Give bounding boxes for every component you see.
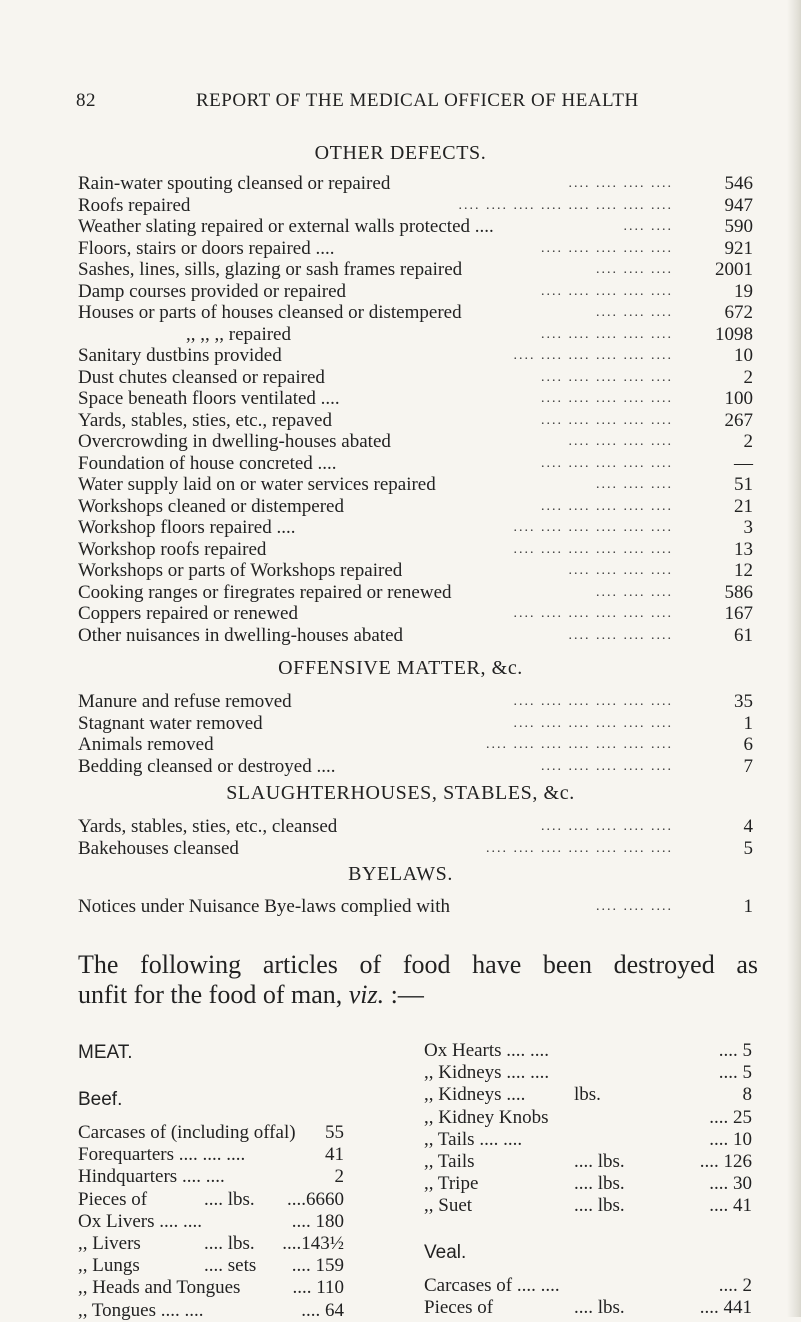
table-row bbox=[78, 713, 753, 735]
row-label: Other nuisances in dwelling-houses abated bbox=[78, 624, 404, 646]
row-label: Bakehouses cleansed bbox=[78, 837, 239, 859]
leader-dots: .... .... .... .... .... .... bbox=[513, 715, 673, 731]
row-label: Space beneath floors ventilated .... bbox=[78, 388, 340, 409]
leader-dots: .... .... .... bbox=[596, 477, 673, 492]
item-label: ,, Lungs bbox=[78, 1255, 140, 1277]
row-label: Yards, stables, sties, etc., repaved bbox=[78, 409, 332, 431]
item-value: .... 441 bbox=[699, 1296, 752, 1318]
row-value: 267 bbox=[724, 409, 753, 431]
item-label: ,, Kidneys .... .... bbox=[424, 1062, 550, 1084]
row-value: 7 bbox=[743, 755, 753, 777]
row-label: Foundation of house concreted .... bbox=[78, 452, 337, 474]
section-heading-other-defects: OTHER DEFECTS. bbox=[314, 142, 487, 164]
row-value: 2001 bbox=[715, 259, 753, 280]
item-unit: .... lbs. bbox=[204, 1188, 255, 1210]
row-label: Workshops cleaned or distempered bbox=[78, 495, 344, 517]
list-item bbox=[78, 1144, 344, 1166]
row-value: 1 bbox=[743, 896, 753, 917]
row-label: Workshop floors repaired .... bbox=[78, 517, 296, 538]
item-unit: lbs. bbox=[574, 1084, 601, 1106]
item-unit: .... lbs. bbox=[574, 1173, 625, 1195]
item-value: .... 2 bbox=[718, 1274, 752, 1296]
leader-dots: .... .... .... .... .... .... .... bbox=[486, 737, 673, 752]
row-value: 590 bbox=[724, 216, 753, 237]
section-heading-byelaws: BYELAWS. bbox=[348, 863, 453, 885]
table-row bbox=[78, 345, 753, 367]
table-row bbox=[78, 816, 753, 838]
leader-dots: .... .... .... .... bbox=[568, 563, 673, 578]
row-label: Houses or parts of houses cleansed or distempered bbox=[78, 302, 462, 323]
item-value: .... 30 bbox=[709, 1173, 752, 1195]
leader-dots: .... .... .... bbox=[596, 584, 673, 600]
row-label: Bedding cleansed or destroyed .... bbox=[78, 755, 336, 777]
list-item bbox=[424, 1062, 752, 1084]
other-defects-list bbox=[78, 173, 753, 646]
list-item bbox=[424, 1173, 752, 1195]
row-value: 672 bbox=[724, 302, 753, 323]
row-label: Dust chutes cleansed or repaired bbox=[78, 366, 325, 388]
food-destroyed-intro bbox=[78, 950, 758, 1010]
item-label: ,, Tails .... .... bbox=[424, 1128, 523, 1150]
item-value: .... 159 bbox=[291, 1255, 344, 1277]
leader-dots: .... .... bbox=[623, 219, 673, 234]
meat-heading: MEAT. bbox=[78, 1042, 133, 1063]
offal-column bbox=[424, 1040, 752, 1319]
row-label: Rain-water spouting cleansed or repaired bbox=[78, 173, 391, 194]
item-label: ,, Kidneys .... bbox=[424, 1084, 526, 1106]
list-item bbox=[424, 1040, 752, 1062]
item-value: .... 5 bbox=[718, 1040, 752, 1061]
row-label: Manure and refuse removed bbox=[78, 691, 292, 712]
row-value: 10 bbox=[734, 345, 753, 366]
item-label: Carcases of (including offal) bbox=[78, 1122, 296, 1143]
running-title: REPORT OF THE MEDICAL OFFICER OF HEALTH bbox=[196, 90, 639, 111]
item-label: Ox Livers .... .... bbox=[78, 1210, 203, 1232]
row-value: 19 bbox=[734, 280, 753, 302]
list-item bbox=[78, 1122, 344, 1144]
item-unit: .... lbs. bbox=[574, 1296, 625, 1318]
list-item bbox=[78, 1166, 344, 1188]
table-row bbox=[78, 838, 753, 860]
table-row bbox=[78, 302, 753, 324]
item-label: Pieces of bbox=[424, 1296, 494, 1318]
row-label: Cooking ranges or firegrates repaired or renewed bbox=[78, 581, 452, 603]
row-label: Sashes, lines, sills, glazing or sash frames repaired bbox=[78, 259, 463, 280]
list-item bbox=[78, 1211, 344, 1233]
table-row bbox=[78, 517, 753, 539]
veal-list bbox=[424, 1275, 752, 1319]
table-row bbox=[78, 238, 753, 260]
leader-dots: .... .... .... .... .... bbox=[541, 498, 673, 514]
intro-line-1: The following articles of food have been destroyed as bbox=[78, 950, 758, 979]
table-row bbox=[78, 496, 753, 518]
table-row bbox=[78, 195, 753, 217]
slaughterhouses-list bbox=[78, 816, 753, 859]
item-unit: .... lbs. bbox=[574, 1195, 625, 1217]
item-label: ,, Tripe bbox=[424, 1173, 479, 1195]
table-row bbox=[78, 216, 753, 238]
veal-heading: Veal. bbox=[424, 1241, 467, 1263]
leader-dots: .... .... .... bbox=[596, 262, 673, 277]
table-row bbox=[78, 756, 753, 778]
row-label: Damp courses provided or repaired bbox=[78, 280, 347, 302]
item-label: Ox Hearts .... .... bbox=[424, 1040, 550, 1061]
leader-dots: .... .... .... bbox=[596, 899, 673, 914]
leader-dots: .... .... .... .... bbox=[568, 176, 673, 191]
row-label: Notices under Nuisance Bye-laws complied with bbox=[78, 896, 450, 917]
list-item bbox=[424, 1195, 752, 1217]
row-label: Overcrowding in dwelling-houses abated bbox=[78, 431, 391, 452]
item-value: 41 bbox=[325, 1144, 344, 1166]
table-row bbox=[78, 431, 753, 453]
row-value: 1 bbox=[743, 712, 753, 734]
row-value: 51 bbox=[734, 474, 753, 495]
leader-dots: .... .... .... .... .... bbox=[541, 412, 673, 428]
table-row bbox=[78, 173, 753, 195]
meat-column bbox=[78, 1040, 344, 1322]
offensive-matter-list bbox=[78, 691, 753, 777]
leader-dots: .... .... .... .... .... bbox=[541, 283, 673, 299]
section-heading-offensive-matter: OFFENSIVE MATTER, &c. bbox=[278, 657, 523, 679]
list-item bbox=[424, 1151, 752, 1173]
row-value: 546 bbox=[724, 173, 753, 194]
table-row bbox=[78, 896, 753, 918]
table-row bbox=[78, 367, 753, 389]
leader-dots: .... .... .... bbox=[596, 305, 673, 320]
row-value: 1098 bbox=[715, 323, 753, 345]
row-value: 4 bbox=[743, 816, 753, 837]
row-value: 61 bbox=[734, 624, 753, 646]
row-label: Floors, stairs or doors repaired .... bbox=[78, 237, 335, 259]
table-row bbox=[78, 453, 753, 475]
table-row bbox=[78, 324, 753, 346]
list-item bbox=[424, 1275, 752, 1297]
row-value: 947 bbox=[724, 194, 753, 216]
table-row bbox=[78, 474, 753, 496]
row-value: 2 bbox=[743, 366, 753, 388]
row-label: Coppers repaired or renewed bbox=[78, 603, 298, 624]
table-row bbox=[78, 734, 753, 756]
item-label: Hindquarters .... .... bbox=[78, 1166, 225, 1188]
row-label: Water supply laid on or water services repaired bbox=[78, 474, 436, 495]
table-row bbox=[78, 625, 753, 647]
leader-dots: .... .... .... .... .... bbox=[541, 326, 673, 342]
row-label: Stagnant water removed bbox=[78, 712, 263, 734]
page-number: 82 bbox=[76, 90, 96, 111]
row-label: Workshop roofs repaired bbox=[78, 538, 267, 560]
item-label: Forequarters .... .... .... bbox=[78, 1144, 246, 1166]
list-item bbox=[78, 1233, 344, 1255]
table-row bbox=[78, 560, 753, 582]
table-row bbox=[78, 539, 753, 561]
row-label: Weather slating repaired or external walls protected .... bbox=[78, 216, 494, 237]
item-value: .... 64 bbox=[301, 1299, 344, 1321]
item-value: ....6660 bbox=[287, 1188, 344, 1210]
row-value: 35 bbox=[734, 691, 753, 712]
table-row bbox=[78, 281, 753, 303]
item-label: ,, Heads and Tongues bbox=[78, 1277, 241, 1299]
item-value: .... 110 bbox=[292, 1277, 344, 1299]
leader-dots: .... .... .... .... .... .... bbox=[513, 541, 673, 557]
row-value: 921 bbox=[724, 237, 753, 259]
item-label: Pieces of bbox=[78, 1188, 148, 1210]
list-item bbox=[424, 1107, 752, 1129]
list-item bbox=[78, 1189, 344, 1211]
item-label: ,, Suet bbox=[424, 1195, 473, 1217]
item-value: 55 bbox=[325, 1122, 344, 1143]
ox-offal-list bbox=[424, 1040, 752, 1218]
row-value: 6 bbox=[743, 734, 753, 755]
row-label: Sanitary dustbins provided bbox=[78, 345, 282, 366]
item-value: 8 bbox=[742, 1084, 752, 1106]
leader-dots: .... .... .... .... .... .... .... .... bbox=[458, 197, 673, 213]
item-unit: .... sets bbox=[204, 1255, 257, 1277]
row-label: Yards, stables, sties, etc., cleansed bbox=[78, 816, 338, 837]
item-value: 2 bbox=[334, 1166, 344, 1188]
item-value: .... 180 bbox=[291, 1210, 344, 1232]
row-value: 13 bbox=[734, 538, 753, 560]
row-label: Roofs repaired bbox=[78, 194, 191, 216]
leader-dots: .... .... .... .... .... bbox=[541, 758, 673, 774]
item-label: ,, Kidney Knobs bbox=[424, 1106, 549, 1128]
leader-dots: .... .... .... .... bbox=[568, 434, 673, 449]
leader-dots: .... .... .... .... .... .... bbox=[513, 694, 673, 709]
beef-list bbox=[78, 1122, 344, 1322]
leader-dots: .... .... .... .... .... bbox=[541, 240, 673, 256]
leader-dots: .... .... .... .... .... .... bbox=[513, 520, 673, 535]
leader-dots: .... .... .... .... .... .... .... bbox=[486, 840, 673, 856]
row-value: 586 bbox=[724, 581, 753, 603]
item-label: ,, Tongues .... .... bbox=[78, 1299, 204, 1321]
section-heading-slaughterhouses: SLAUGHTERHOUSES, STABLES, &c. bbox=[226, 782, 575, 804]
table-row bbox=[78, 388, 753, 410]
row-label: Animals removed bbox=[78, 734, 214, 755]
item-label: Carcases of .... .... bbox=[424, 1274, 560, 1296]
leader-dots: .... .... .... .... .... bbox=[541, 819, 673, 834]
row-value: 100 bbox=[724, 388, 753, 409]
table-row bbox=[78, 603, 753, 625]
leader-dots: .... .... .... .... .... bbox=[541, 369, 673, 385]
byelaws-list bbox=[78, 896, 753, 918]
row-value: 3 bbox=[743, 517, 753, 538]
table-row bbox=[78, 691, 753, 713]
item-label: ,, Tails bbox=[424, 1150, 475, 1172]
beef-heading: Beef. bbox=[78, 1089, 123, 1110]
intro-line-2: unfit for the food of man, viz. :— bbox=[78, 980, 424, 1009]
item-unit: .... lbs. bbox=[204, 1232, 255, 1254]
list-item bbox=[78, 1300, 344, 1322]
table-row bbox=[78, 582, 753, 604]
leader-dots: .... .... .... .... bbox=[568, 627, 673, 643]
list-item bbox=[78, 1255, 344, 1277]
table-row bbox=[78, 410, 753, 432]
list-item bbox=[424, 1129, 752, 1151]
row-value: — bbox=[734, 452, 753, 474]
item-value: .... 10 bbox=[709, 1128, 752, 1150]
list-item bbox=[424, 1084, 752, 1106]
row-label: Workshops or parts of Workshops repaired bbox=[78, 560, 403, 581]
row-value: 12 bbox=[734, 560, 753, 581]
row-value: 5 bbox=[743, 837, 753, 859]
item-value: .... 126 bbox=[699, 1150, 752, 1172]
item-unit: .... lbs. bbox=[574, 1150, 625, 1172]
table-row bbox=[78, 259, 753, 281]
row-value: 21 bbox=[734, 495, 753, 517]
list-item bbox=[424, 1297, 752, 1319]
item-value: ....143½ bbox=[282, 1232, 344, 1254]
row-label: ,, ,, ,, repaired bbox=[186, 323, 291, 345]
row-value: 167 bbox=[724, 603, 753, 624]
leader-dots: .... .... .... .... .... bbox=[541, 455, 673, 471]
leader-dots: .... .... .... .... .... .... bbox=[513, 348, 673, 363]
leader-dots: .... .... .... .... .... bbox=[541, 391, 673, 406]
scan-edge-shadow bbox=[787, 0, 801, 1317]
list-item bbox=[78, 1277, 344, 1299]
row-value: 2 bbox=[743, 431, 753, 452]
item-value: .... 25 bbox=[709, 1106, 752, 1128]
item-value: .... 5 bbox=[718, 1062, 752, 1084]
item-label: ,, Livers bbox=[78, 1232, 141, 1254]
leader-dots: .... .... .... .... .... .... bbox=[513, 606, 673, 621]
item-value: .... 41 bbox=[709, 1195, 752, 1217]
